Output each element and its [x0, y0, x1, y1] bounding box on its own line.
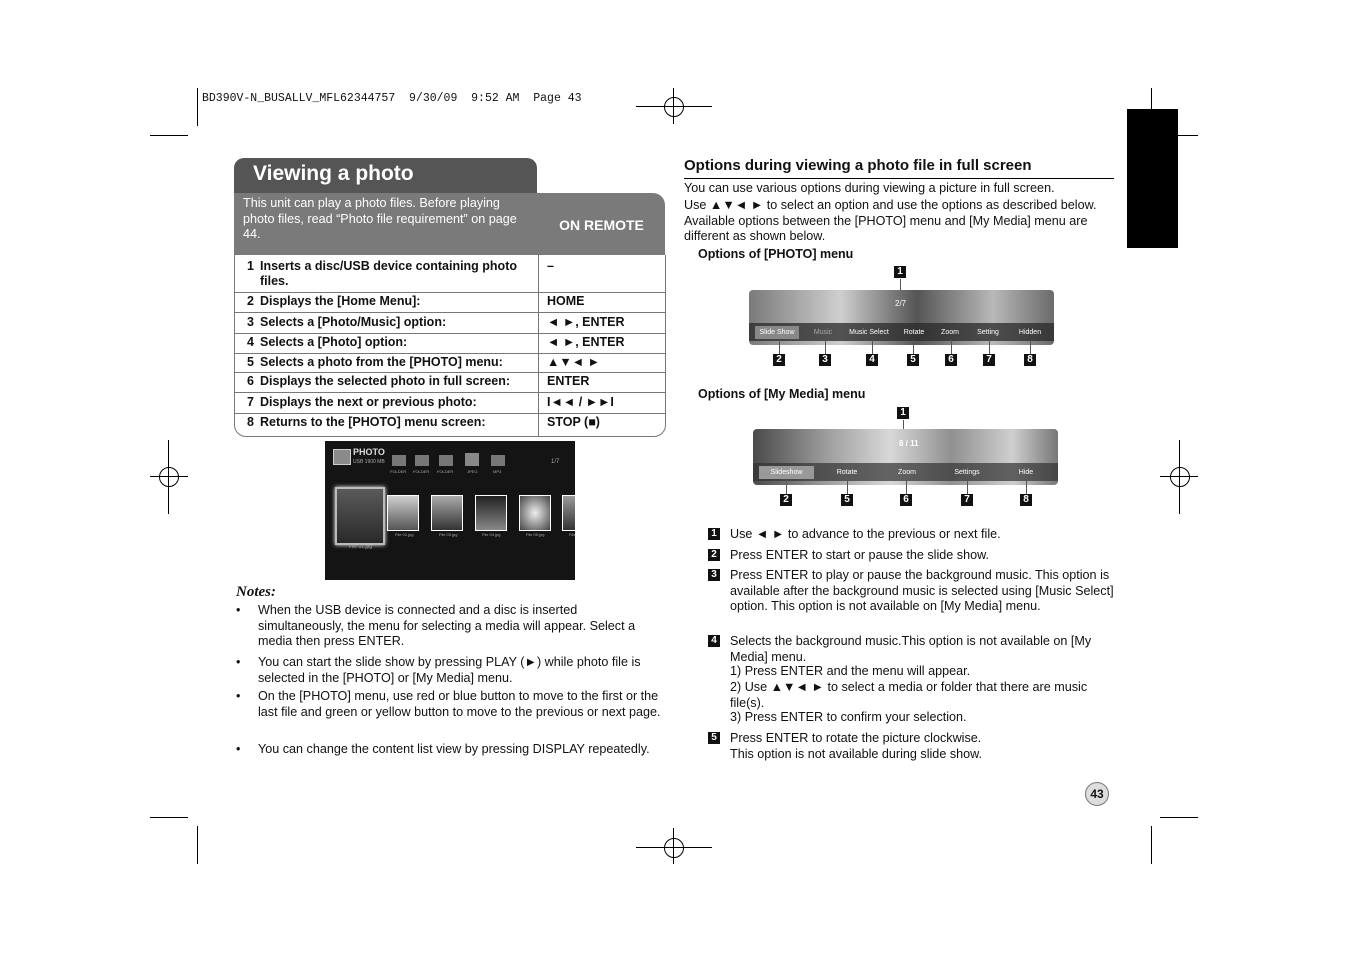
callout-marker: 5 — [841, 494, 853, 506]
crop-mark — [197, 826, 198, 864]
step-remote: STOP (■) — [547, 415, 600, 429]
settings-button[interactable]: Settings — [954, 469, 980, 476]
paragraph: Use ▲▼◄ ► to select an option and use the options as described below. Available options between the [PHOTO] menu and [My Media] menu are different as shown below. — [684, 198, 1097, 243]
item-text: Selects the background music.This option is not available on [My Media] menu. — [730, 634, 1092, 664]
step-number: 1 — [247, 259, 254, 273]
table-row — [235, 393, 665, 414]
setting-button[interactable]: Setting — [977, 329, 999, 336]
print-slug: BD390V-N_BUSALLV_MFL62344757 9/30/09 9:52 AM Page 43 — [202, 92, 582, 105]
item-marker: 3 — [708, 569, 720, 581]
callout-marker: 1 — [894, 266, 906, 278]
step-number: 7 — [247, 395, 254, 409]
folder-icon — [465, 453, 479, 466]
callout-marker: 7 — [983, 354, 995, 366]
photo-menu-options-title: Options of [PHOTO] menu — [698, 247, 854, 261]
folder-label: FOLDER — [390, 469, 407, 474]
photo-menu-page: 1/7 — [551, 459, 560, 465]
item-marker: 4 — [708, 635, 720, 647]
step-text: Displays the [Home Menu]: — [260, 294, 421, 308]
folder-icon — [415, 455, 429, 466]
step-remote: ▲▼◄ ► — [547, 355, 600, 369]
callout-line — [951, 340, 952, 354]
crop-mark — [168, 440, 169, 514]
note-text: On the [PHOTO] menu, use red or blue button to move to the first or the last file and green or yellow button to move to the previous or next page. — [258, 689, 661, 719]
crop-mark — [150, 135, 188, 136]
music-select-button[interactable]: Music Select — [849, 329, 889, 336]
thumbnail-label: File 01.jpg — [349, 544, 373, 550]
step-number: 4 — [247, 335, 254, 349]
section-rule — [684, 178, 1114, 179]
callout-line — [825, 340, 826, 354]
folder-label: FOLDER — [413, 469, 430, 474]
zoom-button[interactable]: Zoom — [898, 469, 916, 476]
crop-mark — [150, 476, 188, 477]
step-text: Displays the selected photo in full screen: — [260, 374, 511, 388]
step-number: 6 — [247, 374, 254, 388]
folder-label: JPEG — [467, 469, 478, 474]
note-item — [236, 603, 666, 651]
paragraph: You can use various options during viewing a picture in full screen. — [684, 181, 1055, 195]
photo-option-bar-screenshot — [749, 290, 1054, 345]
page-title: Viewing a photo — [253, 162, 414, 185]
thumbnail — [562, 495, 575, 531]
table-row — [235, 255, 665, 293]
bullet: • — [236, 655, 241, 669]
callout-marker: 2 — [773, 354, 785, 366]
sub-step: 2) Use ▲▼◄ ► to select a media or folder that there are music file(s). — [730, 680, 1088, 710]
folder-label: FOLDER — [437, 469, 454, 474]
music-button[interactable]: Music — [813, 329, 833, 336]
thumbnail — [475, 495, 507, 531]
folder-label: MP3 — [493, 469, 502, 474]
crop-mark — [150, 817, 188, 818]
callout-marker: 8 — [1020, 494, 1032, 506]
item-marker: 5 — [708, 732, 720, 744]
registration-mark — [664, 97, 684, 117]
callout-line — [1026, 480, 1027, 494]
page-title-tab — [234, 158, 537, 194]
side-tab — [1127, 109, 1178, 248]
callout-marker: 4 — [866, 354, 878, 366]
table-row — [235, 333, 665, 354]
callout-marker: 8 — [1024, 354, 1036, 366]
registration-mark — [664, 838, 684, 858]
page-number: 43 — [1085, 782, 1109, 806]
crop-mark — [1160, 476, 1198, 477]
section-title: Options during viewing a photo file in full screen — [684, 157, 1032, 174]
crop-mark — [1160, 817, 1198, 818]
step-remote: ◄ ►, ENTER — [547, 335, 625, 349]
folder-icon — [392, 455, 406, 466]
crop-mark — [1179, 440, 1180, 514]
mymedia-menu-options-title: Options of [My Media] menu — [698, 387, 866, 401]
step-remote: HOME — [547, 294, 585, 308]
table-row — [235, 353, 665, 373]
remote-header-label: ON REMOTE — [559, 217, 644, 233]
callout-line — [906, 480, 907, 494]
thumbnail-label: File 02.jpg — [395, 532, 414, 537]
step-text: Returns to the [PHOTO] menu screen: — [260, 415, 486, 429]
callout-marker: 2 — [780, 494, 792, 506]
crop-mark — [1151, 826, 1152, 864]
table-row — [235, 413, 665, 433]
photo-icon — [333, 449, 351, 465]
item-text: Press ENTER to play or pause the background music. This option is available after the background music is selected using [Music Select] option. This option is not available on [My Media] menu. — [730, 568, 1114, 613]
remote-header — [538, 193, 665, 255]
slide-show-button[interactable]: Slide Show — [755, 326, 799, 339]
crop-mark — [636, 847, 712, 848]
bullet: • — [236, 742, 241, 756]
table-row — [235, 372, 665, 393]
registration-mark — [1170, 467, 1190, 487]
thumbnail-label: File 03.jpg — [439, 532, 458, 537]
rotate-button[interactable]: Rotate — [903, 329, 925, 336]
mymedia-option-bar-screenshot — [753, 429, 1058, 485]
step-remote: ENTER — [547, 374, 590, 388]
thumbnail — [431, 495, 463, 531]
mymedia-counter: 8 / 11 — [899, 439, 919, 448]
folder-icon — [491, 455, 505, 466]
step-remote: I◄◄ / ►►I — [547, 395, 614, 409]
callout-marker: 7 — [961, 494, 973, 506]
steps-table — [234, 255, 666, 437]
note-text: You can start the slide show by pressing PLAY (►) while photo file is selected in the [PHOTO] or [My Media] menu. — [258, 655, 641, 685]
hide-button[interactable]: Hide — [1018, 469, 1034, 476]
thumbnail — [387, 495, 419, 531]
crop-mark — [636, 106, 712, 107]
zoom-button[interactable]: Zoom — [941, 329, 959, 336]
step-text: Selects a photo from the [PHOTO] menu: — [260, 355, 503, 369]
note-item — [236, 689, 666, 737]
sub-step: 3) Press ENTER to confirm your selection. — [730, 710, 967, 724]
callout-marker: 1 — [897, 407, 909, 419]
table-row — [235, 313, 665, 334]
registration-mark — [159, 467, 179, 487]
hidden-button[interactable]: Hidden — [1018, 329, 1042, 336]
note-item — [236, 655, 666, 687]
callout-line — [786, 480, 787, 494]
note-item — [236, 742, 666, 758]
photo-menu-label: PHOTO — [353, 447, 385, 457]
step-remote: – — [547, 259, 554, 273]
thumbnail-label: File 04.jpg — [482, 532, 501, 537]
folder-icon — [439, 455, 453, 466]
selected-thumbnail — [335, 487, 385, 545]
sub-step: 1) Press ENTER and the menu will appear. — [730, 664, 971, 678]
callout-line — [872, 340, 873, 354]
note-text: You can change the content list view by pressing DISPLAY repeatedly. — [258, 742, 650, 756]
item-marker: 2 — [708, 549, 720, 561]
slideshow-button[interactable]: Slideshow — [759, 466, 814, 479]
thumbnail — [519, 495, 551, 531]
thumbnail-label: File 05.jpg — [526, 532, 545, 537]
callout-line — [913, 340, 914, 354]
crop-mark — [673, 828, 674, 864]
intro-text: This unit can play a photo files. Before playing photo files, read “Photo file requirement” on page 44. — [243, 196, 517, 241]
table-row — [235, 292, 665, 313]
step-text: Selects a [Photo] option: — [260, 335, 408, 349]
callout-marker: 6 — [900, 494, 912, 506]
step-text: Displays the next or previous photo: — [260, 395, 477, 409]
photo-menu-screenshot — [325, 441, 575, 580]
step-number: 3 — [247, 315, 254, 329]
item-text: Press ENTER to rotate the picture clockwise. This option is not available during slide show. — [730, 731, 983, 761]
callout-line — [847, 480, 848, 494]
item-text: Use ◄ ► to advance to the previous or next file. — [730, 527, 1001, 541]
crop-mark — [197, 88, 198, 126]
callout-line — [989, 340, 990, 354]
step-text: Selects a [Photo/Music] option: — [260, 315, 447, 329]
photo-counter: 2/7 — [895, 299, 907, 308]
callout-marker: 5 — [907, 354, 919, 366]
thumbnail-label: File — [569, 532, 575, 537]
note-text: When the USB device is connected and a disc is inserted simultaneously, the menu for selecting a media will appear. Select a media then press ENTER. — [258, 603, 636, 648]
callout-line — [967, 480, 968, 494]
rotate-button[interactable]: Rotate — [836, 469, 858, 476]
bullet: • — [236, 689, 241, 703]
item-marker: 1 — [708, 528, 720, 540]
step-number: 5 — [247, 355, 254, 369]
intro-box — [234, 193, 538, 255]
step-text: Inserts a disc/USB device containing photo files. — [260, 259, 517, 288]
photo-menu-sublabel: USB 1900 MB — [353, 459, 385, 465]
callout-marker: 6 — [945, 354, 957, 366]
notes-title: Notes: — [236, 584, 276, 600]
item-text: Press ENTER to start or pause the slide show. — [730, 548, 989, 562]
callout-line — [779, 340, 780, 354]
step-remote: ◄ ►, ENTER — [547, 315, 625, 329]
bullet: • — [236, 603, 241, 617]
step-number: 2 — [247, 294, 254, 308]
step-number: 8 — [247, 415, 254, 429]
callout-marker: 3 — [819, 354, 831, 366]
callout-line — [1030, 340, 1031, 354]
